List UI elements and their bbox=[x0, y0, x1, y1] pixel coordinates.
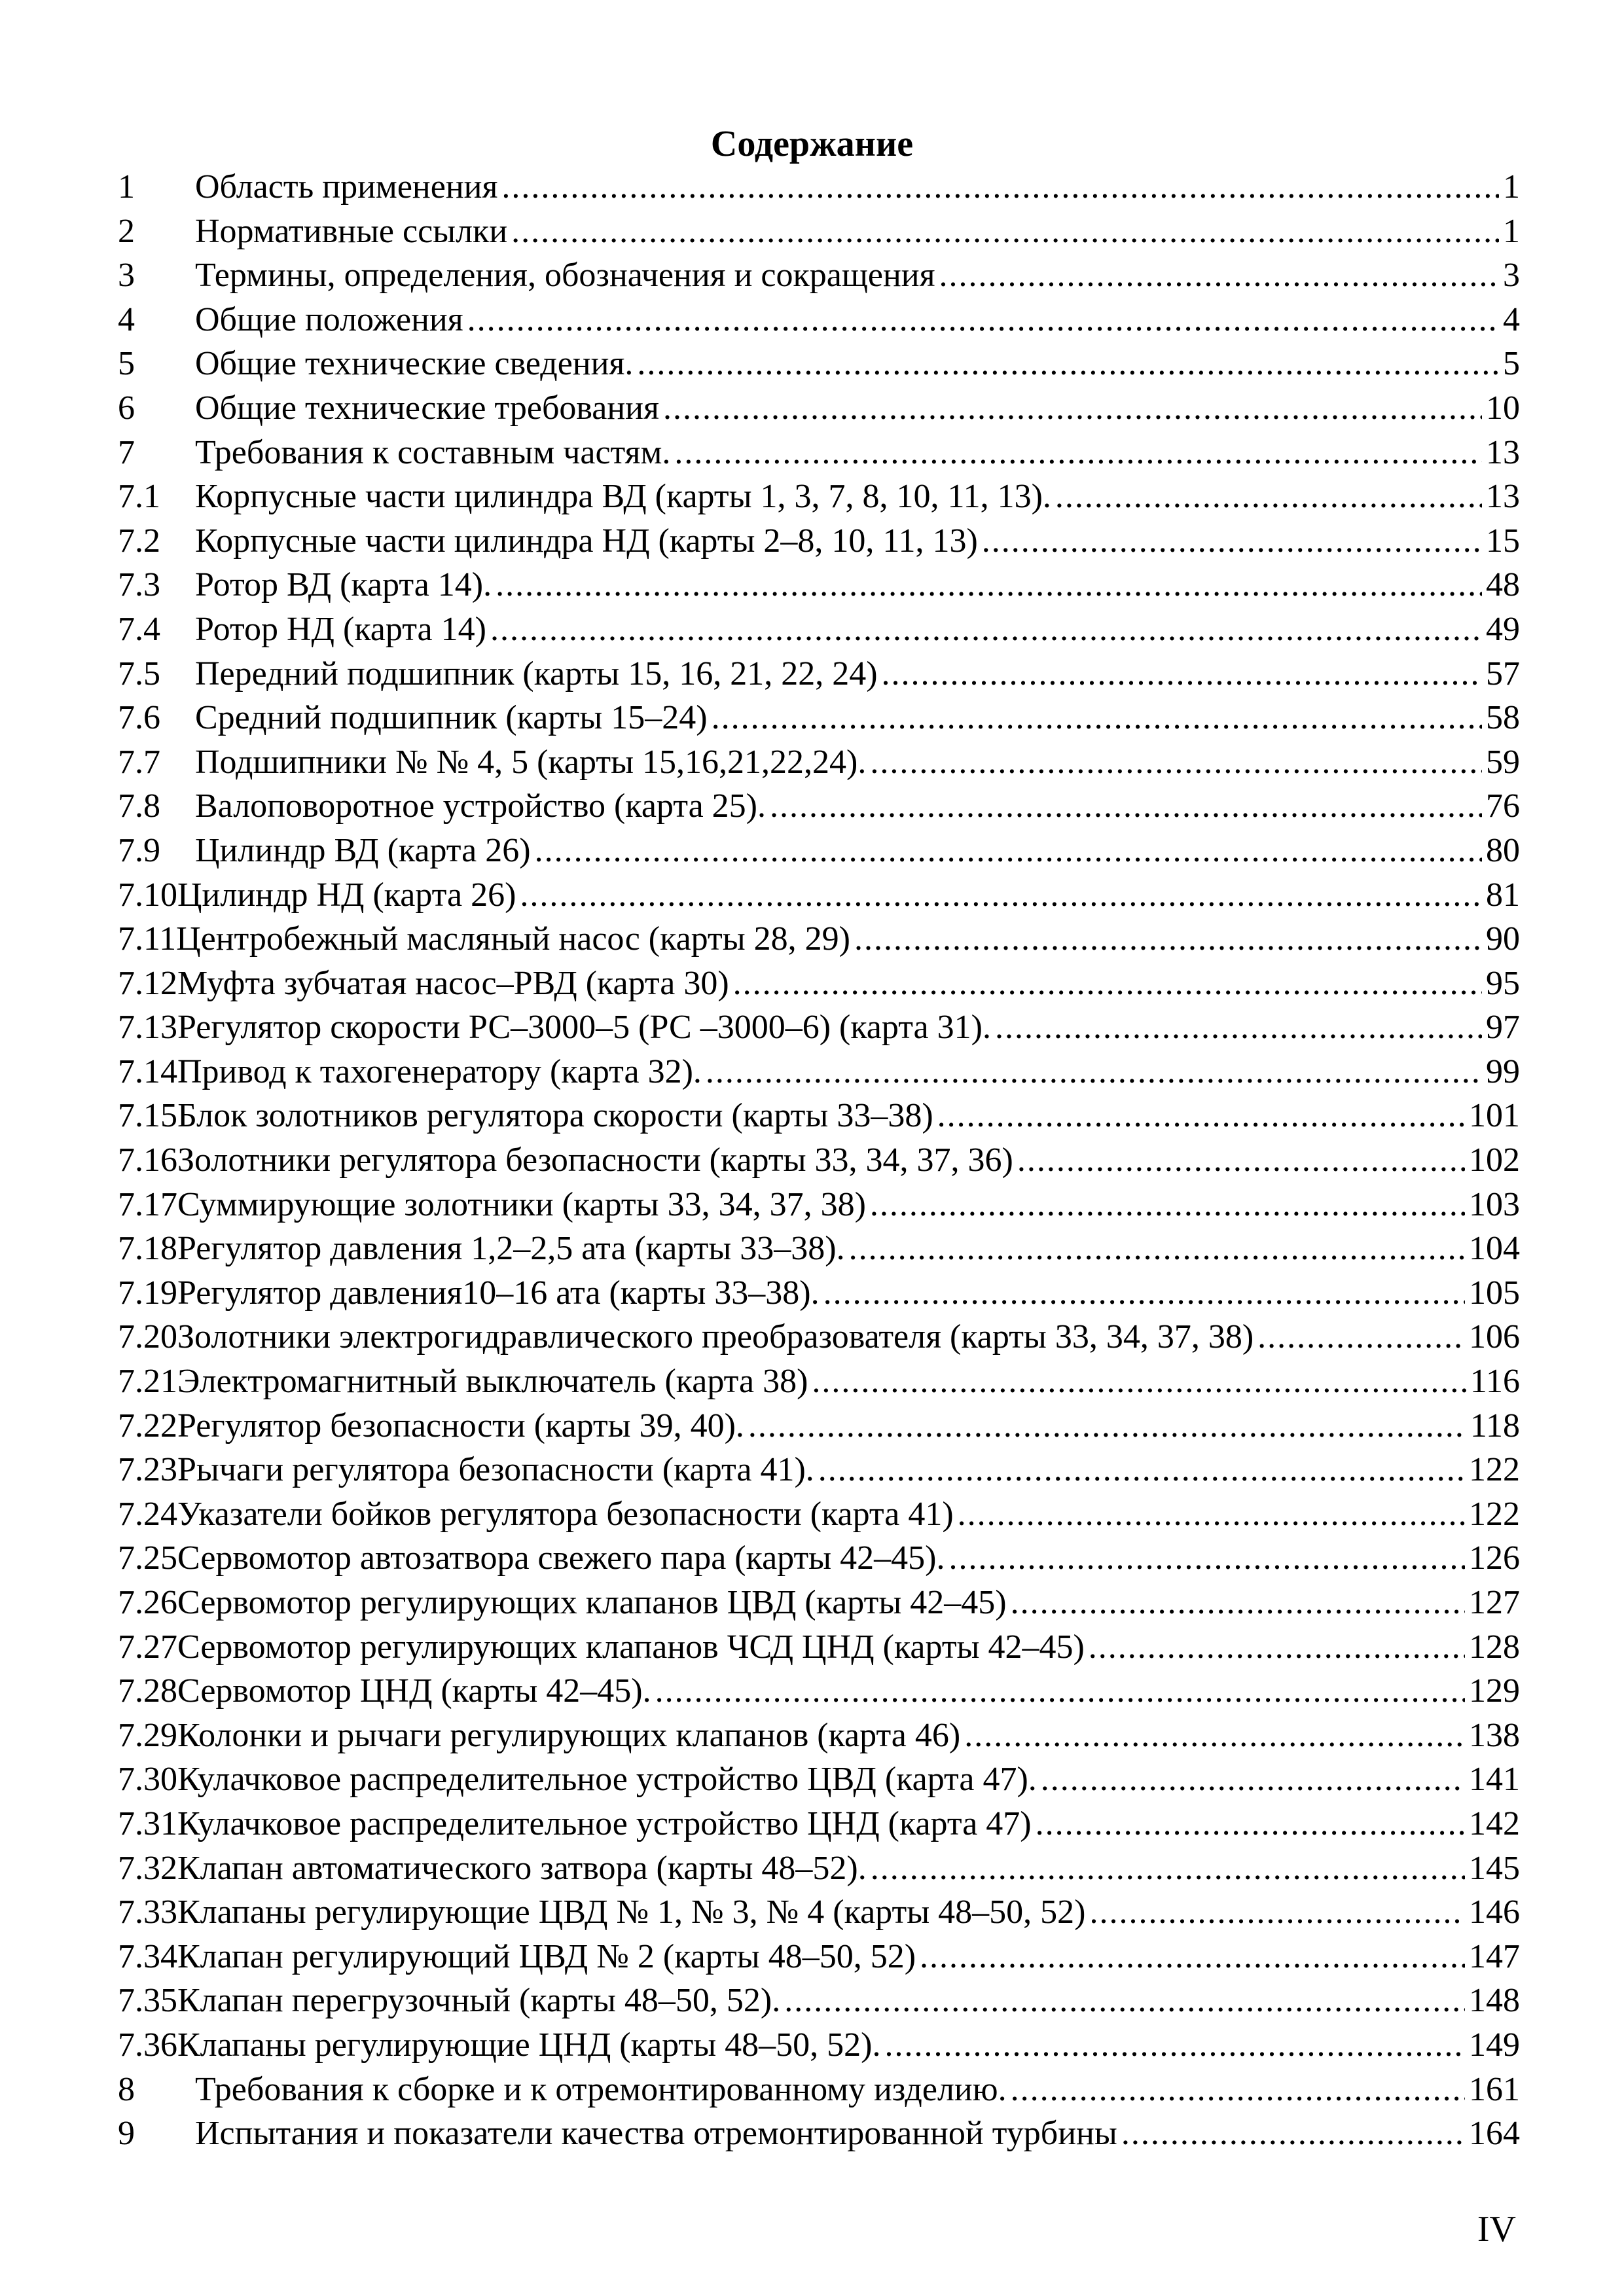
toc-entry-number: 7.1 bbox=[118, 478, 160, 516]
toc-entry-title: Регулятор давления10–16 ата (карты 33–38). bbox=[177, 1274, 820, 1312]
toc-dot-leader bbox=[982, 519, 1482, 564]
toc-entry-page: 49 bbox=[1486, 610, 1520, 648]
toc-dot-leader bbox=[1055, 475, 1482, 519]
toc-entry-number: 7.36 bbox=[118, 2026, 177, 2064]
toc-entry-page: 95 bbox=[1486, 964, 1520, 1002]
toc-entry-page: 128 bbox=[1469, 1628, 1520, 1666]
toc-entry-title: Корпусные части цилиндра НД (карты 2–8, 10, 11, 13) bbox=[195, 522, 978, 560]
toc-dot-leader bbox=[1041, 1757, 1465, 1802]
toc-entry-title: Центробежный масляный насос (карты 28, 29) bbox=[176, 920, 850, 958]
toc-entry-title: Сервомотор автозатвора свежего пара (карты 42–45). bbox=[177, 1539, 945, 1577]
toc-entry bbox=[118, 1625, 1520, 1670]
toc-entry-number: 2 bbox=[118, 212, 135, 250]
toc-entry-page: 13 bbox=[1486, 433, 1520, 471]
toc-entry-page: 142 bbox=[1469, 1804, 1520, 1842]
toc-entry-title: Клапаны регулирующие ЦВД № 1, № 3, № 4 (карты 48–50, 52) bbox=[177, 1893, 1086, 1931]
toc-entry bbox=[118, 696, 1520, 740]
toc-entry bbox=[118, 253, 1520, 298]
toc-entry-title: Привод к тахогенератору (карта 32). bbox=[177, 1052, 702, 1090]
toc-dot-leader bbox=[1011, 2068, 1465, 2112]
toc-dot-leader bbox=[1089, 1890, 1465, 1935]
toc-entry-title: Клапаны регулирующие ЦНД (карты 48–50, 52). bbox=[177, 2026, 881, 2064]
toc-dot-leader bbox=[770, 784, 1482, 829]
toc-dot-leader bbox=[674, 431, 1482, 475]
toc-entry-number: 7.19 bbox=[118, 1274, 177, 1312]
toc-entry-page: 129 bbox=[1469, 1672, 1520, 1710]
toc-entry-page: 81 bbox=[1486, 876, 1520, 914]
toc-dot-leader bbox=[882, 652, 1482, 696]
toc-entry-number: 7.32 bbox=[118, 1849, 177, 1887]
toc-dot-leader bbox=[948, 1536, 1465, 1581]
toc-entry-page: 48 bbox=[1486, 566, 1520, 604]
toc-entry-number: 7.33 bbox=[118, 1893, 177, 1931]
toc-entry-title: Общие технические сведения. bbox=[195, 345, 634, 383]
toc-entry-number: 7.31 bbox=[118, 1804, 177, 1842]
toc-entry-title: Нормативные ссылки bbox=[195, 212, 508, 250]
toc-dot-leader bbox=[937, 1094, 1465, 1138]
toc-entry-number: 1 bbox=[118, 168, 135, 206]
toc-dot-leader bbox=[871, 1846, 1465, 1891]
toc-entry-title: Клапан перегрузочный (карты 48–50, 52). bbox=[177, 1982, 781, 2020]
toc-dot-leader bbox=[511, 209, 1499, 254]
toc-entry bbox=[118, 1183, 1520, 1227]
toc-entry bbox=[118, 1271, 1520, 1316]
toc-entry bbox=[118, 829, 1520, 873]
toc-entry bbox=[118, 2068, 1520, 2112]
toc-dot-leader bbox=[939, 253, 1499, 298]
toc-entry-page: 58 bbox=[1486, 699, 1520, 737]
toc-entry-number: 3 bbox=[118, 257, 135, 295]
toc-entry-number: 7.28 bbox=[118, 1672, 177, 1710]
toc-entry bbox=[118, 475, 1520, 519]
toc-dot-leader bbox=[1257, 1315, 1465, 1359]
toc-entry-number: 7.21 bbox=[118, 1363, 177, 1401]
toc-dot-leader bbox=[823, 1271, 1465, 1316]
toc-entry bbox=[118, 431, 1520, 475]
toc-entry-title: Рычаги регулятора безопасности (карта 41). bbox=[177, 1451, 814, 1489]
toc-entry bbox=[118, 1669, 1520, 1713]
toc-entry-number: 7.5 bbox=[118, 655, 160, 692]
toc-entry-title: Колонки и рычаги регулирующих клапанов (карта 46) bbox=[177, 1716, 961, 1754]
toc-entry-number: 5 bbox=[118, 345, 135, 383]
toc-entry-page: 99 bbox=[1486, 1052, 1520, 1090]
toc-entry bbox=[118, 165, 1520, 209]
toc-entry bbox=[118, 607, 1520, 652]
toc-entry bbox=[118, 1713, 1520, 1758]
toc-entry-number: 7.4 bbox=[118, 610, 160, 648]
toc-entry-page: 148 bbox=[1469, 1982, 1520, 2020]
toc-entry bbox=[118, 342, 1520, 386]
toc-entry-title: Цилиндр ВД (карта 26) bbox=[195, 831, 531, 869]
toc-entry bbox=[118, 298, 1520, 342]
toc-entry bbox=[118, 1138, 1520, 1183]
toc-entry-number: 7.30 bbox=[118, 1761, 177, 1799]
toc-entry-title: Требования к составным частям. bbox=[195, 433, 671, 471]
toc-entry-number: 7.13 bbox=[118, 1009, 177, 1047]
toc-entry-number: 7.2 bbox=[118, 522, 160, 560]
toc-entry-title: Средний подшипник (карты 15–24) bbox=[195, 699, 708, 737]
toc-entry-page: 101 bbox=[1469, 1097, 1520, 1135]
toc-entry-page: 147 bbox=[1469, 1937, 1520, 1975]
toc-entry-page: 102 bbox=[1469, 1141, 1520, 1179]
toc-entry-page: 5 bbox=[1503, 345, 1520, 383]
toc-entry-number: 7.12 bbox=[118, 964, 177, 1002]
toc-entry-number: 7.29 bbox=[118, 1716, 177, 1754]
toc-entry-number: 7.14 bbox=[118, 1052, 177, 1090]
toc-entry-page: 3 bbox=[1503, 257, 1520, 295]
toc-entry-title: Кулачковое распределительное устройство ЦНД (карта 47) bbox=[177, 1804, 1032, 1842]
toc-entry bbox=[118, 740, 1520, 785]
toc-entry bbox=[118, 386, 1520, 431]
toc-entry-number: 7 bbox=[118, 433, 135, 471]
toc-entry-page: 164 bbox=[1469, 2115, 1520, 2153]
toc-entry-page: 126 bbox=[1469, 1539, 1520, 1577]
toc-entry-title: Сервомотор ЦНД (карты 42–45). bbox=[177, 1672, 651, 1710]
toc-dot-leader bbox=[920, 1935, 1465, 1979]
toc-dot-leader bbox=[490, 607, 1482, 652]
toc-entry-page: 13 bbox=[1486, 478, 1520, 516]
toc-entry-title: Кулачковое распределительное устройство ЦВД (карта 47). bbox=[177, 1761, 1037, 1799]
toc-entry-title: Ротор ВД (карта 14). bbox=[195, 566, 492, 604]
toc-entry bbox=[118, 1227, 1520, 1271]
toc-entry bbox=[118, 2023, 1520, 2068]
toc-entry-title: Испытания и показатели качества отремонтированной турбины bbox=[195, 2115, 1117, 2153]
toc-entry-number: 7.34 bbox=[118, 1937, 177, 1975]
toc-entry-title: Золотники электрогидравлического преобразователя (карты 33, 34, 37, 38) bbox=[177, 1318, 1254, 1356]
toc-dot-leader bbox=[964, 1713, 1465, 1758]
toc-entry-number: 7.6 bbox=[118, 699, 160, 737]
toc-dot-leader bbox=[784, 1979, 1465, 2023]
toc-entry-page: 127 bbox=[1469, 1584, 1520, 1621]
toc-entry-page: 122 bbox=[1469, 1451, 1520, 1489]
toc-dot-leader bbox=[496, 563, 1482, 607]
toc-entry bbox=[118, 1404, 1520, 1448]
toc-dot-leader bbox=[1011, 1581, 1465, 1625]
toc-entry-page: 59 bbox=[1486, 743, 1520, 781]
toc-entry-page: 57 bbox=[1486, 655, 1520, 692]
toc-entry-number: 7.24 bbox=[118, 1495, 177, 1533]
toc-dot-leader bbox=[854, 917, 1482, 961]
toc-entry-page: 105 bbox=[1469, 1274, 1520, 1312]
toc-entry bbox=[118, 1802, 1520, 1846]
toc-entry-number: 7.3 bbox=[118, 566, 160, 604]
toc-entry bbox=[118, 1757, 1520, 1802]
toc-entry-page: 138 bbox=[1469, 1716, 1520, 1754]
page-number-footer: IV bbox=[1477, 2209, 1516, 2250]
toc-entry bbox=[118, 961, 1520, 1006]
toc-entry bbox=[118, 1315, 1520, 1359]
toc-entry-number: 7.26 bbox=[118, 1584, 177, 1621]
toc-entry-title: Корпусные части цилиндра ВД (карты 1, 3, 7, 8, 10, 11, 13). bbox=[195, 478, 1051, 516]
toc-dot-leader bbox=[849, 1227, 1465, 1271]
toc-entry-number: 7.10 bbox=[118, 876, 177, 914]
toc-entry-page: 161 bbox=[1469, 2070, 1520, 2108]
toc-entry-page: 76 bbox=[1486, 787, 1520, 825]
toc-dot-leader bbox=[655, 1669, 1465, 1713]
toc-entry-page: 4 bbox=[1503, 300, 1520, 338]
toc-entry bbox=[118, 1005, 1520, 1050]
toc-entry-page: 80 bbox=[1486, 831, 1520, 869]
toc-entry-title: Регулятор давления 1,2–2,5 ата (карты 33–38). bbox=[177, 1230, 845, 1268]
toc-entry-number: 7.17 bbox=[118, 1185, 177, 1223]
toc-entry-title: Сервомотор регулирующих клапанов ЧСД ЦНД (карты 42–45) bbox=[177, 1628, 1085, 1666]
toc-entry-page: 90 bbox=[1486, 920, 1520, 958]
toc-dot-leader bbox=[467, 298, 1499, 342]
toc-entry bbox=[118, 2111, 1520, 2156]
toc-entry bbox=[118, 1094, 1520, 1138]
toc-entry-title: Передний подшипник (карты 15, 16, 21, 22, 24) bbox=[195, 655, 878, 692]
toc-entry-page: 1 bbox=[1503, 212, 1520, 250]
toc-entry bbox=[118, 563, 1520, 607]
toc-entry-page: 106 bbox=[1469, 1318, 1520, 1356]
toc-entry-number: 7.23 bbox=[118, 1451, 177, 1489]
toc-entry-page: 141 bbox=[1469, 1761, 1520, 1799]
toc-entry-title: Регулятор скорости РС–3000–5 (РС –3000–6) (карта 31). bbox=[177, 1009, 991, 1047]
toc-entry bbox=[118, 519, 1520, 564]
toc-entry-page: 104 bbox=[1469, 1230, 1520, 1268]
toc-entry bbox=[118, 1448, 1520, 1492]
toc-entry-number: 7.25 bbox=[118, 1539, 177, 1577]
toc-entry-number: 7.9 bbox=[118, 831, 160, 869]
toc-entry-title: Цилиндр НД (карта 26) bbox=[177, 876, 516, 914]
toc-dot-leader bbox=[520, 873, 1482, 918]
table-of-contents bbox=[118, 165, 1520, 2156]
toc-entry-number: 8 bbox=[118, 2070, 135, 2108]
toc-entry-title: Золотники регулятора безопасности (карты 33, 34, 37, 36) bbox=[177, 1141, 1013, 1179]
toc-entry-page: 97 bbox=[1486, 1009, 1520, 1047]
toc-entry-number: 7.8 bbox=[118, 787, 160, 825]
toc-dot-leader bbox=[733, 961, 1482, 1006]
toc-dot-leader bbox=[663, 386, 1482, 431]
toc-entry-page: 103 bbox=[1469, 1185, 1520, 1223]
toc-entry-page: 146 bbox=[1469, 1893, 1520, 1931]
toc-entry bbox=[118, 209, 1520, 254]
toc-entry-page: 118 bbox=[1470, 1407, 1520, 1444]
toc-entry-title: Клапан автоматического затвора (карты 48–52). bbox=[177, 1849, 867, 1887]
toc-entry bbox=[118, 1359, 1520, 1404]
toc-entry-title: Подшипники № № 4, 5 (карты 15,16,21,22,24). bbox=[195, 743, 867, 781]
toc-dot-leader bbox=[1121, 2111, 1465, 2156]
toc-dot-leader bbox=[748, 1404, 1466, 1448]
toc-entry-title: Ротор НД (карта 14) bbox=[195, 610, 486, 648]
toc-entry bbox=[118, 1890, 1520, 1935]
toc-entry-page: 122 bbox=[1469, 1495, 1520, 1533]
toc-dot-leader bbox=[958, 1492, 1465, 1537]
toc-entry-title: Общие положения bbox=[195, 300, 463, 338]
toc-entry-number: 7.20 bbox=[118, 1318, 177, 1356]
toc-entry bbox=[118, 1492, 1520, 1537]
toc-entry-title: Требования к сборке и к отремонтированному изделию. bbox=[195, 2070, 1007, 2108]
toc-entry bbox=[118, 873, 1520, 918]
toc-entry-page: 149 bbox=[1469, 2026, 1520, 2064]
toc-entry-number: 7.18 bbox=[118, 1230, 177, 1268]
toc-dot-leader bbox=[884, 2023, 1465, 2068]
toc-entry bbox=[118, 652, 1520, 696]
toc-entry bbox=[118, 1050, 1520, 1094]
toc-entry-number: 9 bbox=[118, 2115, 135, 2153]
toc-dot-leader bbox=[1036, 1802, 1465, 1846]
toc-entry bbox=[118, 1846, 1520, 1891]
toc-entry-title: Муфта зубчатая насос–РВД (карта 30) bbox=[177, 964, 729, 1002]
toc-dot-leader bbox=[870, 1183, 1465, 1227]
toc-dot-leader bbox=[1089, 1625, 1465, 1670]
toc-entry-number: 7.16 bbox=[118, 1141, 177, 1179]
toc-dot-leader bbox=[501, 165, 1499, 209]
toc-dot-leader bbox=[812, 1359, 1466, 1404]
toc-dot-leader bbox=[637, 342, 1499, 386]
toc-entry-title: Указатели бойков регулятора безопасности (карта 41) bbox=[177, 1495, 954, 1533]
toc-entry bbox=[118, 917, 1520, 961]
toc-entry-title: Общие технические требования bbox=[195, 389, 659, 427]
toc-entry-title: Суммирующие золотники (карты 33, 34, 37, 38) bbox=[177, 1185, 866, 1223]
toc-entry-page: 1 bbox=[1503, 168, 1520, 206]
toc-entry-title: Сервомотор регулирующих клапанов ЦВД (карты 42–45) bbox=[177, 1584, 1007, 1621]
toc-dot-leader bbox=[818, 1448, 1465, 1492]
toc-entry-number: 7.22 bbox=[118, 1407, 177, 1444]
toc-entry-number: 7.11 bbox=[118, 920, 177, 958]
toc-entry bbox=[118, 1536, 1520, 1581]
toc-entry-number: 6 bbox=[118, 389, 135, 427]
toc-entry-title: Регулятор безопасности (карты 39, 40). bbox=[177, 1407, 744, 1444]
toc-dot-leader bbox=[535, 829, 1482, 873]
toc-dot-leader bbox=[706, 1050, 1482, 1094]
toc-entry bbox=[118, 1935, 1520, 1979]
toc-dot-leader bbox=[870, 740, 1482, 785]
toc-entry-page: 116 bbox=[1470, 1363, 1520, 1401]
toc-dot-leader bbox=[1017, 1138, 1465, 1183]
toc-entry-page: 10 bbox=[1486, 389, 1520, 427]
toc-entry-title: Валоповоротное устройство (карта 25). bbox=[195, 787, 766, 825]
toc-entry-number: 4 bbox=[118, 300, 135, 338]
toc-entry-number: 7.7 bbox=[118, 743, 160, 781]
toc-entry-page: 145 bbox=[1469, 1849, 1520, 1887]
toc-entry-title: Область применения bbox=[195, 168, 498, 206]
toc-entry-title: Клапан регулирующий ЦВД № 2 (карты 48–50, 52) bbox=[177, 1937, 916, 1975]
toc-entry bbox=[118, 1581, 1520, 1625]
toc-entry-number: 7.15 bbox=[118, 1097, 177, 1135]
toc-entry bbox=[118, 1979, 1520, 2023]
toc-dot-leader bbox=[995, 1005, 1482, 1050]
toc-entry-page: 15 bbox=[1486, 522, 1520, 560]
toc-entry bbox=[118, 784, 1520, 829]
page-title: Содержание bbox=[710, 124, 914, 164]
toc-dot-leader bbox=[712, 696, 1482, 740]
toc-entry-title: Блок золотников регулятора скорости (карты 33–38) bbox=[177, 1097, 933, 1135]
toc-entry-number: 7.35 bbox=[118, 1982, 177, 2020]
toc-entry-title: Электромагнитный выключатель (карта 38) bbox=[177, 1363, 808, 1401]
toc-entry-number: 7.27 bbox=[118, 1628, 177, 1666]
toc-entry-title: Термины, определения, обозначения и сокращения bbox=[195, 257, 935, 295]
